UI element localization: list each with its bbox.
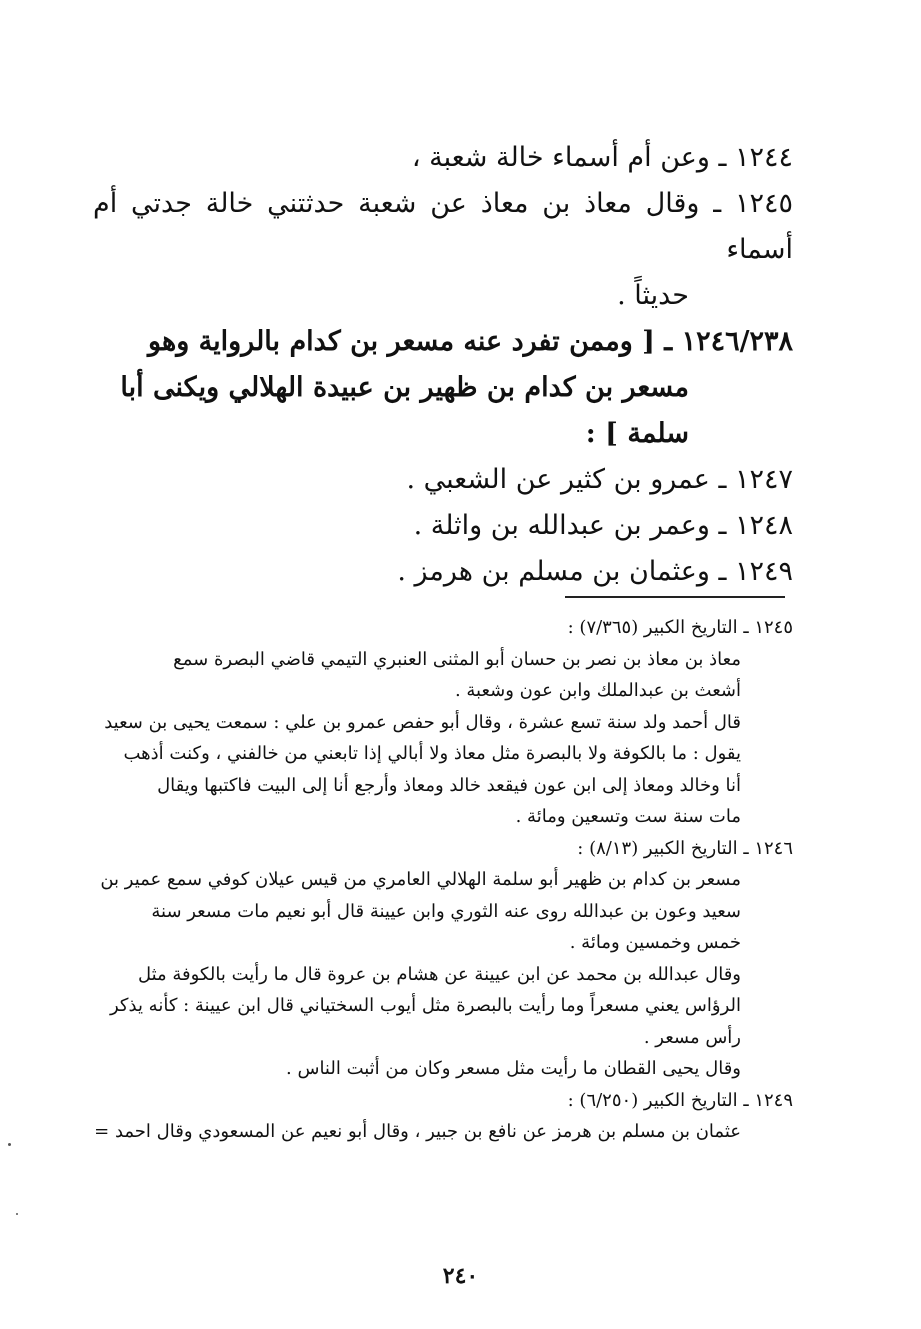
entry-1244: ١٢٤٤ ـ وعن أم أسماء خالة شعبة ، [411,142,793,173]
footnote-1246-line-2: سعيد وعون بن عبدالله روى عنه الثوري وابن عيينة قال أبو نعيم مات مسعر سنة [151,900,741,922]
footnotes [93,612,793,1148]
entry-1246-line-1: ١٢٤٦/٢٣٨ ـ [ وممن تفرد عنه مسعر بن كدام بالرواية وهو [148,326,793,357]
footnote-1249-line-1: عثمان بن مسلم بن هرمز عن نافع بن جبير ، وقال أبو نعيم عن المسعودي وقال احمد = [94,1121,741,1142]
page-number: ٢٤٠ [442,1263,479,1289]
footnote-1246-line-3: خمس وخمسين ومائة . [569,932,741,953]
footnote-1246-line-7: وقال يحيى القطان ما رأيت مثل مسعر وكان من أثبت الناس . [286,1058,741,1079]
footnote-1245-line-6: مات سنة ست وتسعين ومائة . [515,806,741,827]
footnote-1245-line-1: معاذ بن معاذ بن نصر بن حسان أبو المثنى العنبري التيمي قاضي البصرة سمع [173,648,741,670]
footnote-1246-line-5: الرؤاس يعني مسعراً وما رأيت بالبصرة مثل أيوب السختياني قال ابن عيينة : كأنه يذكر [110,995,741,1016]
footnote-1245-heading: ١٢٤٥ ـ التاريخ الكبير (٧/٣٦٥) : [567,617,793,638]
main-text [93,135,793,595]
footnote-1246-line-6: رأس مسعر . [643,1026,741,1048]
entry-1246-line-3: سلمة ] : [585,418,689,449]
scan-speck [16,1213,18,1215]
footnote-separator [565,596,785,598]
footnote-1246-heading: ١٢٤٦ ـ التاريخ الكبير (٨/١٣) : [577,837,793,859]
entry-1247: ١٢٤٧ ـ عمرو بن كثير عن الشعبي . [406,464,793,495]
entry-1249: ١٢٤٩ ـ وعثمان بن مسلم بن هرمز . [397,556,793,587]
footnote-1245-line-3: قال أحمد ولد سنة تسع عشرة ، وقال أبو حفص عمرو بن علي : سمعت يحيى بن سعيد [104,711,741,733]
entry-1245-line-2: حديثاً . [617,280,689,311]
entry-1246-line-2: مسعر بن كدام بن ظهير بن عبيدة الهلالي ويكنى أبا [120,372,689,403]
footnote-1246-line-4: وقال عبدالله بن محمد عن ابن عيينة عن هشام بن عروة قال ما رأيت بالكوفة مثل [137,963,741,985]
scan-speck [8,1143,11,1146]
footnote-1245-line-2: أشعث بن عبدالملك وابن عون وشعبة . [454,680,741,701]
entry-1245-line-1: ١٢٤٥ ـ وقال معاذ بن معاذ عن شعبة حدثتني خالة جدتي أم أسماء [93,188,793,265]
footnote-1245-line-5: أنا وخالد ومعاذ إلى ابن عون فيقعد خالد ومعاذ وأرجع أنا إلى البيت فاكتبها ويقال [157,774,741,796]
footnote-1245-line-4: يقول : ما بالكوفة ولا بالبصرة مثل معاذ ولا أبالي إذا تابعني من خالفني ، وكنت أذهب [123,743,741,764]
footnote-1246-line-1: مسعر بن كدام بن ظهير أبو سلمة الهلالي العامري من قيس عيلان كوفي سمع عمير بن [100,869,741,890]
footnote-1249-heading: ١٢٤٩ ـ التاريخ الكبير (٦/٢٥٠) : [567,1089,793,1111]
entry-1248: ١٢٤٨ ـ وعمر بن عبدالله بن واثلة . [413,510,793,541]
